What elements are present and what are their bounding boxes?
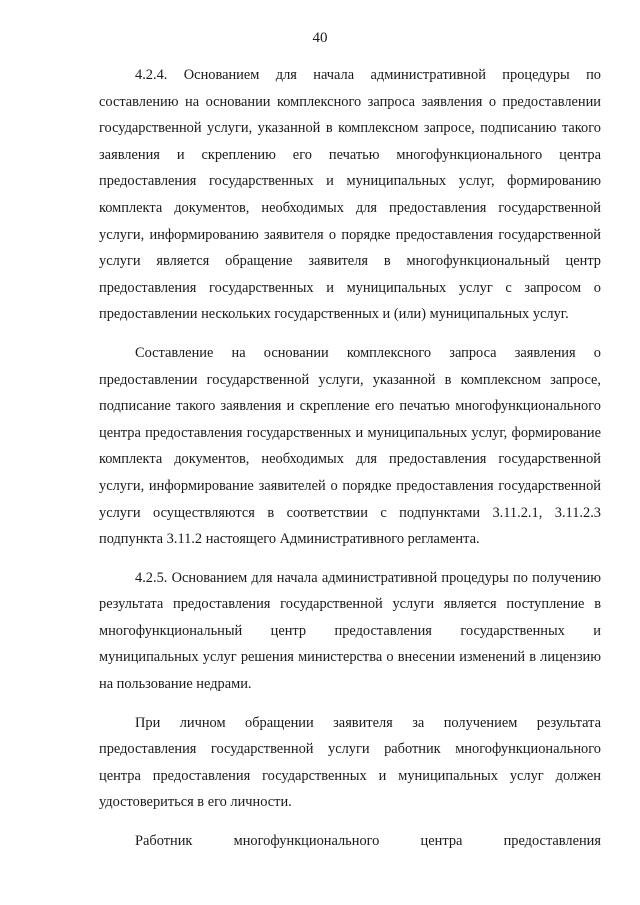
document-body bbox=[99, 62, 601, 867]
paragraph-4-2-5: 4.2.5. Основанием для начала административной процедуры по получению результата предоставления государственной услуги является поступление в многофункциональный центр предоставления государственных и муниципальных услуг решения министерства о внесении изменений в лицензию на пользование недрами. bbox=[99, 569, 601, 693]
paragraph-employee: Работник многофункционального центра предоставления bbox=[135, 833, 601, 850]
page-number: 40 bbox=[312, 30, 328, 46]
paragraph-personal-appeal: При личном обращении заявителя за получением результата предоставления государственной услуги работник многофункционального центра предоставления государственных и муниципальных услуг должен удостовериться в его личности. bbox=[99, 714, 601, 811]
paragraph-compilation: Составление на основании комплексного запроса заявления о предоставлении государственной услуги, указанной в комплексном запросе, подписание такого заявления и скрепление его печатью многофункционального центра предоставления государственных и муниципальных услуг, формирование комплекта документов, необходимых для предоставления государственной услуги, информирование заявителей о порядке предоставления государственной услуги осуществляются в соответствии с подпунктами 3.11.2.1, 3.11.2.3 подпункта 3.11.2 настоящего Административного регламента. bbox=[99, 344, 601, 548]
paragraph-4-2-4: 4.2.4. Основанием для начала административной процедуры по составлению на основании комплексного запроса заявления о предоставлении государственной услуги, указанной в комплексном запросе, подписанию такого заявления и скреплению его печатью многофункционального центра предоставления государственных и муниципальных услуг, формированию комплекта документов, необходимых для предоставления государственной услуги, информированию заявителя о порядке предоставления государственной услуги является обращение заявителя в многофункциональный центр предоставления государственных и муниципальных услуг с запросом о предоставлении нескольких государственных и (или) муниципальных услуг. bbox=[99, 67, 601, 323]
